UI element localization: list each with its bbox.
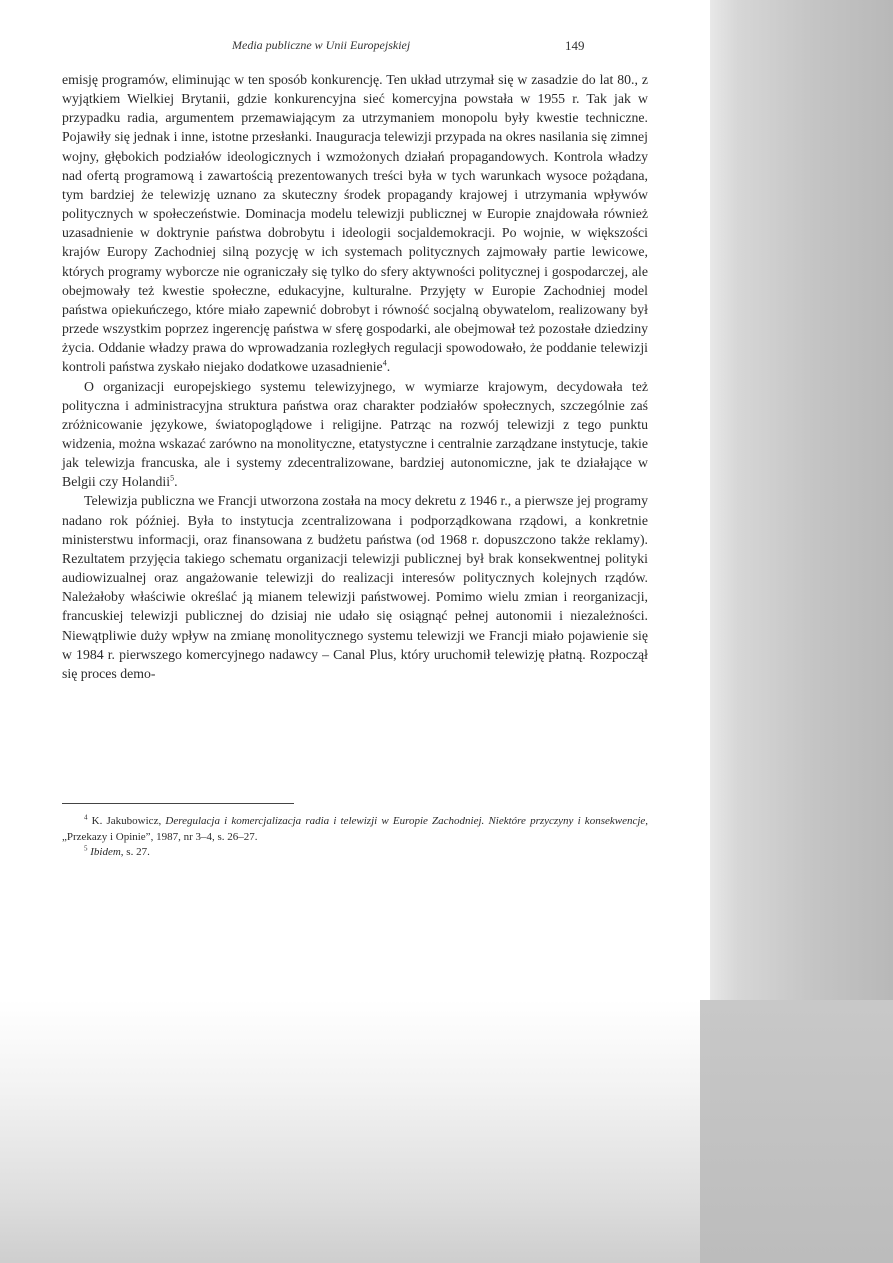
running-head: Media publiczne w Unii Europejskiej — [232, 38, 411, 52]
body-text — [62, 70, 648, 683]
footnote-divider — [62, 803, 294, 804]
paragraph-3 — [62, 491, 648, 683]
paragraph-1-end: . — [386, 359, 391, 375]
footnote-5-rest: , s. 27. — [120, 846, 150, 858]
paragraph-2 — [62, 377, 648, 492]
footnotes — [62, 814, 648, 861]
paragraph-1-text: emisję programów, eliminując w ten sposób konkurencję. Ten układ utrzymał się w zasadzie do lat 80., z wyjątkiem Wielkiej Brytanii, gdzie konkurencyjna sieć komercyjna powstała w 1955 r. Tak jak w przypadku radia, argumentem przemawiającym za utrzymaniem monopolu były kwestie techniczne. Pojawiły się jednak i inne, istotne przesłanki. Inauguracja telewizji przypada na okres nasilania się zimnej wojny, głębokich podziałów ideologicznych i wzmożonych działań propagandowych. Kontrola władzy nad ofertą programową i zawartością prezentowanych treści była w tych warunkach wysoce pożądana, tym bardziej że telewizję uznano za skuteczny środek propagandy krajowej i utrzymania wpływów politycznych w społeczeństwie. Dominacja modelu telewizji publicznej w Europie znajdowała również uzasadnienie w doktrynie państwa dobrobytu i ideologii socjaldemokracji. Po wojnie, w większości krajów Europy Zachodniej silną pozycję w ich systemach politycznych zajmowały partie lewicowe, których programy wyborcze nie ograniczały się tylko do sfery aktywności politycznej i gospodarczej, ale obejmowały też kwestie społeczne, edukacyjne, kulturalne. Przyjęty w Europie Zachodniej model państwa opiekuńczego, które miało zapewnić dobrobyt i równość socjalną obywatelom, realizowany był przede wszystkim poprzez ingerencję państwa w sferę gospodarki, ale obejmował też pozostałe dziedziny życia. Oddanie władzy prawa do wprowadzania rozległych regulacji spowodowało, że poddanie telewizji kontroli państwa zyskało niejako dodatkowe uzasadnienie — [62, 72, 648, 375]
paragraph-1 — [62, 70, 648, 377]
scan-shadow-corner — [700, 1000, 893, 1263]
book-page — [62, 0, 710, 1000]
footnote-ref-4: 4 — [382, 358, 387, 368]
footnote-4-source: , „Przekazy i Opinie”, 1987, nr 3–4, s. 26–27. — [62, 815, 649, 843]
paragraph-2-text: O organizacji europejskiego systemu telewizyjnego, w wymiarze krajowym, decydowała też polityczna i administracyjna struktura państwa oraz charakter podziałów społecznych, szczególnie zaś zróżnicowanie językowe, światopoglądowe i religijne. Patrząc na rozwój telewizji z tego punktu widzenia, można wskazać zarówno na monolityczne, etatystyczne i centralnie zarządzane instytucje, takie jak telewizja francuska, ale i systemy zdecentralizowane, bardziej autonomiczne, jak te działające w Belgii czy Holandii — [62, 378, 648, 490]
page-number: 149 — [565, 38, 585, 53]
paragraph-3-text: Telewizja publiczna we Francji utworzona została na mocy dekretu z 1946 r., a pierwsze jej programy nadano rok później. Była to instytucja zcentralizowana i podporządkowana rządowi, a konkretnie ministerstwu informacji, oraz finansowana z budżetu państwa (od 1968 r. dopuszczono także reklamy). Rezultatem przyjęcia takiego schematu organizacji telewizji publicznej był brak konsekwentnej polityki audiowizualnej oraz angażowanie telewizji do realizacji interesów politycznych kolejnych rządów. Należałoby właściwie określać ją mianem telewizji państwowej. Pomimo wielu zmian i reorganizacji, francuskiej telewizji publicznej do dzisiaj nie udało się osiągnąć pełnej autonomii i niezależności. Niewątpliwie duży wpływ na zmianę monolitycznego systemu telewizji we Francji miało pojawienie się w 1984 r. pierwszego komercyjnego nadawcy – Canal Plus, który uruchomił telewizję płatną. Rozpoczął się proces demo- — [62, 493, 648, 681]
footnote-4 — [62, 814, 648, 845]
footnote-4-title: Deregulacja i komercjalizacja radia i telewizji w Europie Zachodniej. Niektóre przyczyny i konsekwencje — [165, 815, 646, 827]
footnote-ref-5: 5 — [170, 473, 175, 483]
footnote-5-mark: 5 — [84, 844, 88, 853]
footnote-4-mark: 4 — [84, 813, 88, 822]
paragraph-2-end: . — [174, 474, 178, 490]
footnote-4-author: K. Jakubowicz, — [91, 815, 162, 827]
footnote-5-ibid: Ibidem — [90, 846, 121, 858]
footnote-5 — [62, 845, 648, 861]
